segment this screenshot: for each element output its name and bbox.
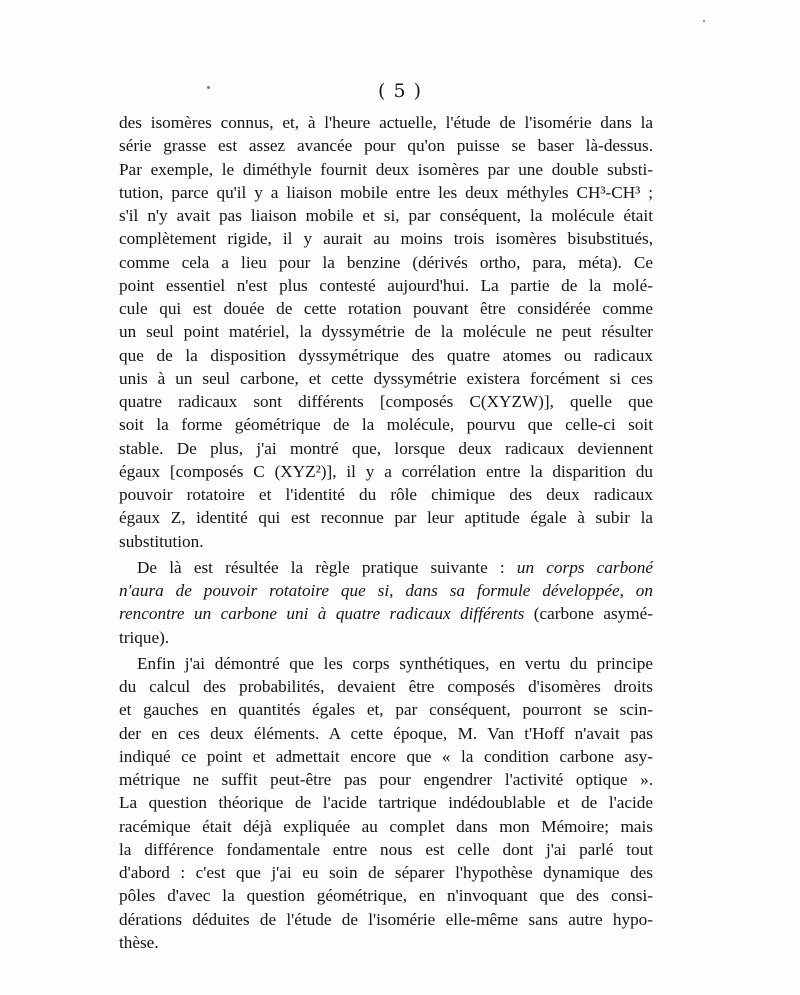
text-line xyxy=(119,556,653,579)
text-line: thèse. xyxy=(119,932,159,952)
page-number: ( 5 ) xyxy=(378,80,422,102)
text-line: der en ces deux éléments. A cette époque, M. Van t'Hoff n'avait pas xyxy=(119,723,653,743)
text-line: du calcul des probabilités, devaient être composés d'isomères droits xyxy=(119,677,653,696)
text-line: tution, parce qu'il y a liaison mobile entre les deux méthyles CH³-CH³ ; xyxy=(119,182,653,202)
text-line: Par exemple, le diméthyle fournit deux isomères par une double substi- xyxy=(119,159,653,179)
text-run: De là est résultée la règle pratique suivante : xyxy=(137,557,517,577)
text-line xyxy=(119,602,653,625)
text-line: point essentiel n'est plus contesté aujourd'hui. La partie de la molé- xyxy=(119,275,653,295)
text-line: cule qui est douée de cette rotation pouvant être considérée comme xyxy=(119,299,653,318)
text-line: complètement rigide, il y aurait au moins trois isomères bisubstitués, xyxy=(119,229,653,249)
text-line: d'abord : c'est que j'ai eu soin de séparer l'hypothèse dynamique des xyxy=(119,863,653,882)
text-line: que de la disposition dyssymétrique des quatre atomes ou radicaux xyxy=(119,345,653,365)
text-line: dérations déduites de l'étude de l'isomérie elle-même sans autre hypo- xyxy=(119,909,653,929)
text-line: la différence fondamentale entre nous est celle dont j'ai parlé tout xyxy=(119,839,653,859)
text-line: des isomères connus, et, à l'heure actuelle, l'étude de l'isomérie dans la xyxy=(119,113,653,132)
text-line: Enfin j'ai démontré que les corps synthétiques, en vertu du principe xyxy=(137,653,653,673)
text-line: indiqué ce point et admettait encore que « la condition carbone asy- xyxy=(119,746,653,766)
paragraph-2 xyxy=(119,556,653,649)
text-line: racémique était déjà expliquée au complet dans mon Mémoire; mais xyxy=(119,816,653,836)
paragraph-3 xyxy=(119,652,653,954)
text-line: trique). xyxy=(119,627,170,647)
text-line: substitution. xyxy=(119,531,204,551)
text-line: comme cela a lieu pour la benzine (dérivés ortho, para, méta). Ce xyxy=(119,252,653,272)
italic-run: rencontre un carbone uni à quatre radicaux différents xyxy=(119,604,525,624)
text-run: (carbone asymé- xyxy=(524,604,653,624)
text-line: unis à un seul carbone, et cette dyssymétrie existera forcément si ces xyxy=(119,368,653,388)
text-line: s'il n'y avait pas liaison mobile et si, par conséquent, la molécule était xyxy=(119,206,653,225)
body-text xyxy=(119,111,653,954)
text-line: un seul point matériel, la dyssymétrie de la molécule ne peut résulter xyxy=(119,322,653,342)
text-line: égaux [composés C (XYZ²)], il y a corrélation entre la disparition du xyxy=(119,461,653,481)
text-line: quatre radicaux sont différents [composés C(XYZW)], quelle que xyxy=(119,392,653,411)
text-line: pôles d'avec la question géométrique, en n'invoquant que des consi- xyxy=(119,886,653,906)
text-line: stable. De plus, j'ai montré que, lorsque deux radicaux deviennent xyxy=(119,438,653,458)
text-line: métrique ne suffit peut-être pas pour engendrer l'activité optique ». xyxy=(119,770,653,789)
text-line: série grasse est assez avancée pour qu'on puisse se baser là-dessus. xyxy=(119,136,653,156)
text-line: n'aura de pouvoir rotatoire que si, dans sa formule développée, on xyxy=(119,581,653,600)
italic-run: un corps carboné xyxy=(516,557,653,577)
text-line: La question théorique de l'acide tartrique indédoublable et de l'acide xyxy=(119,793,653,813)
text-line: soit la forme géométrique de la molécule, pourvu que celle-ci soit xyxy=(119,415,653,435)
text-line: et gauches en quantités égales et, par conséquent, pourront se scin- xyxy=(119,700,653,720)
text-line: pouvoir rotatoire et l'identité du rôle chimique des deux radicaux xyxy=(119,485,653,504)
paragraph-1 xyxy=(119,111,653,553)
print-speck xyxy=(703,20,705,22)
text-line: égaux Z, identité qui est reconnue par leur aptitude égale à subir la xyxy=(119,508,653,528)
